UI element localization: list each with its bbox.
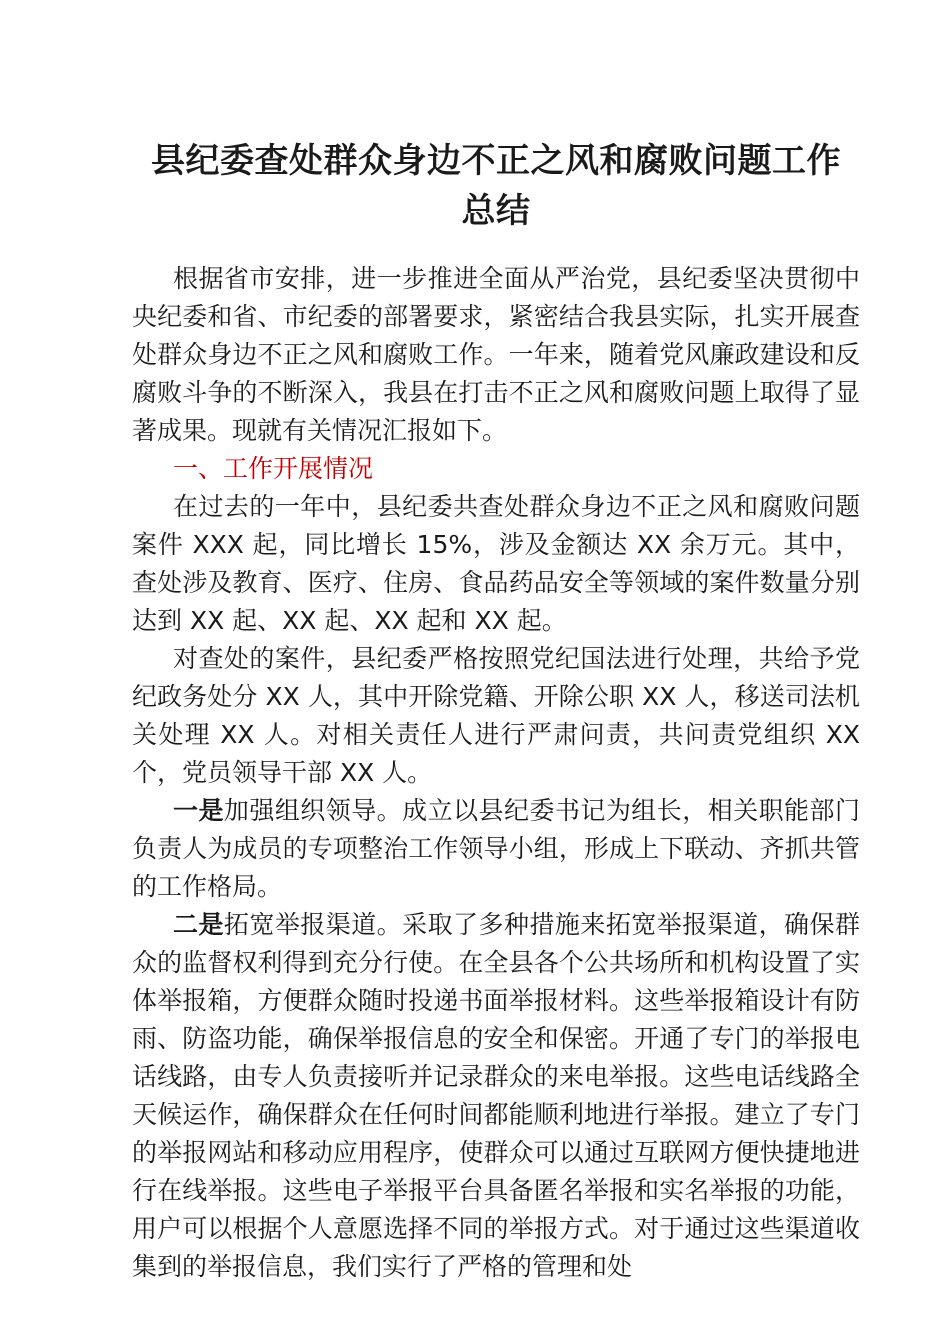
point-two-lead: 二是 — [173, 910, 224, 939]
intro-paragraph: 根据省市安排，进一步推进全面从严治党，县纪委坚决贯彻中央纪委和省、市纪委的部署要求，紧密结合我县实际，扎实开展查处群众身边不正之风和腐败工作。一年来，随着党风廉政建设和反腐败斗争的不断深入，我县在打击不正之风和腐败问题上取得了显著成果。现就有关情况汇报如下。 — [132, 264, 860, 445]
case-handling-paragraph: 对查处的案件，县纪委严格按照党纪国法进行处理，共给予党纪政务处分 XX 人，其中开除党籍、开除公职 XX 人，移送司法机关处理 XX 人。对相关责任人进行严肃问责，共问责党组织 XX 个，党员领导干部 XX 人。 — [132, 644, 860, 787]
document-title-line2: 总结 — [461, 191, 531, 231]
point-two-paragraph — [132, 906, 860, 1286]
point-one-paragraph — [132, 792, 860, 906]
section-heading-work-progress: 一、工作开展情况 — [173, 454, 374, 483]
case-statistics-paragraph: 在过去的一年中，县纪委共查处群众身边不正之风和腐败问题案件 XXX 起，同比增长 15%，涉及金额达 XX 余万元。其中，查处涉及教育、医疗、住房、食品药品安全等领域的案件数量分别达到 XX 起、XX 起、XX 起和 XX 起。 — [132, 492, 860, 635]
point-one-text: 加强组织领导。成立以县纪委书记为组长，相关职能部门负责人为成员的专项整治工作领导小组，形成上下联动、齐抓共管的工作格局。 — [132, 796, 860, 901]
document-title-line1: 县纪委查处群众身边不正之风和腐败问题工作 — [151, 141, 841, 181]
point-two-text: 拓宽举报渠道。采取了多种措施来拓宽举报渠道，确保群众的监督权利得到充分行使。在全县各个公共场所和机构设置了实体举报箱，方便群众随时投递书面举报材料。这些举报箱设计有防雨、防盗功能，确保举报信息的安全和保密。开通了专门的举报电话线路，由专人负责接听并记录群众的来电举报。这些电话线路全天候运作，确保群众在任何时间都能顺利地进行举报。建立了专门的举报网站和移动应用程序，使群众可以通过互联网方便快捷地进行在线举报。这些电子举报平台具备匿名举报和实名举报的功能，用户可以根据个人意愿选择不同的举报方式。对于通过这些渠道收集到的举报信息，我们实行了严格的管理和处 — [132, 910, 860, 1281]
point-one-lead: 一是 — [173, 796, 224, 825]
document-page — [132, 136, 860, 1286]
document-title — [132, 136, 860, 236]
